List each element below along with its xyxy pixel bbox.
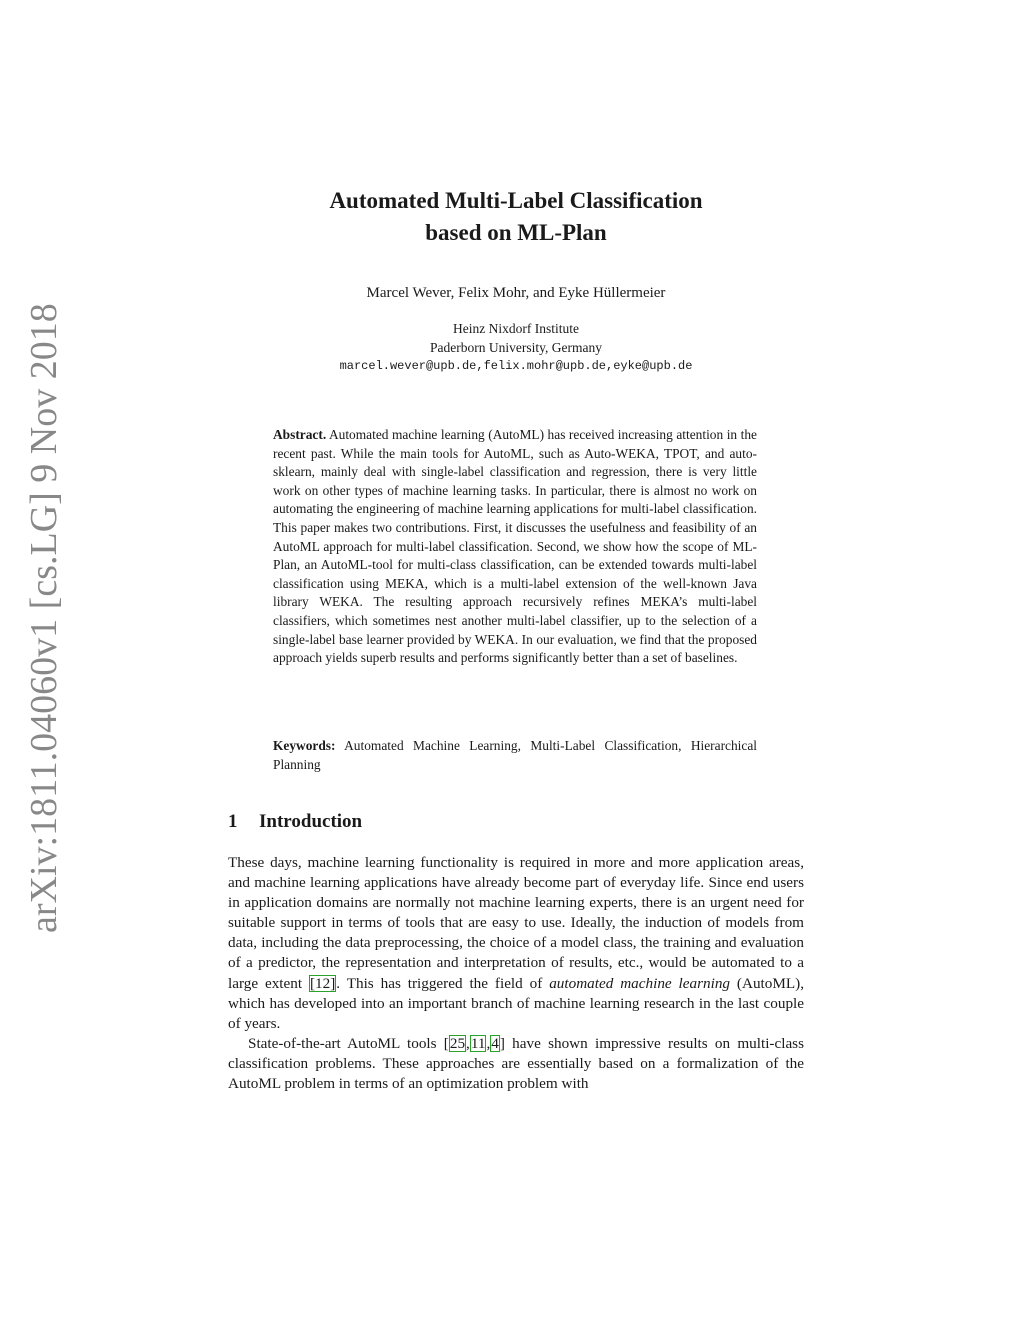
university: Paderborn University, Germany [430, 340, 602, 355]
section-heading-introduction [228, 809, 362, 835]
introduction-body [228, 853, 804, 1094]
paragraph-text: State-of-the-art AutoML tools [ [248, 1034, 449, 1052]
citation-link[interactable]: 4 [491, 1034, 499, 1052]
citation-link[interactable]: [12] [309, 974, 336, 992]
paper-title [228, 185, 804, 249]
citation-link[interactable]: 11 [470, 1034, 486, 1052]
keywords [273, 737, 757, 774]
paragraph [228, 853, 804, 1034]
institute: Heinz Nixdorf Institute [453, 321, 579, 336]
paragraph-text: ] have shown impressive results on multi-class classification problems. These approaches are essentially based on a formalization of the AutoML problem in terms of an optimization problem with [228, 1034, 804, 1093]
keywords-text: Automated Machine Learning, Multi-Label Classification, Hierarchical Planning [273, 738, 757, 772]
paragraph-text: . This has triggered the field of [336, 974, 550, 992]
abstract [273, 426, 757, 668]
arxiv-identifier: arXiv:1811.04060v1 [cs.LG] 9 Nov 2018 [23, 303, 65, 933]
paragraph: State-of-the-art AutoML tools [25,11,4] have shown impressive results on multi-class classification problems. These approaches are essentially based on a formalization of the AutoML problem in terms of an optimization problem with [228, 1034, 804, 1093]
abstract-label: Abstract. [273, 427, 327, 442]
paragraph-text: (AutoML), which has developed into an important branch of machine learning research in the last couple of years. [228, 974, 804, 1032]
section-title: Introduction [259, 811, 363, 832]
emphasis-term: automated machine learning [549, 974, 731, 992]
authors: Marcel Wever, Felix Mohr, and Eyke Hüllermeier [366, 285, 666, 301]
citation-number: 12 [315, 974, 331, 992]
citation-link[interactable]: 25 [449, 1034, 466, 1052]
paragraph-text: These days, machine learning functionality is required in more and more application areas, and machine learning applications have already become part of everyday life. Since end users in application domains are normally not machine learning experts, there is an urgent need for suitable support in terms of tools that are easy to use. Ideally, the induction of models from data, including the data preprocessing, the choice of a model class, the training and evaluation of a predictor, the representation and interpretation of results, etc., would be automated to a large extent [228, 854, 804, 992]
title-line-1: Automated Multi-Label Classification [329, 188, 703, 213]
author-emails[interactable]: marcel.wever@upb.de,felix.mohr@upb.de,eyke@upb.de [339, 359, 693, 373]
title-line-2: based on ML-Plan [425, 220, 607, 245]
keywords-label: Keywords: [273, 738, 336, 753]
section-number: 1 [228, 811, 238, 832]
abstract-text: Automated machine learning (AutoML) has received increasing attention in the recent past. While the main tools for AutoML, such as Auto-WEKA, TPOT, and auto-sklearn, mainly deal with single-label classification and regression, there is very little work on other types of machine learning tasks. In particular, there is almost no work on automating the engineering of machine learning applications for multi-label classification. This paper makes two contributions. First, it discusses the usefulness and feasibility of an AutoML approach for multi-label classification. Second, we show how the scope of ML-Plan, an AutoML-tool for multi-class classification, can be extended towards multi-label classification using MEKA, which is a multi-label extension of the well-known Java library WEKA. The resulting approach recursively refines MEKA’s multi-label classifiers, which sometimes nest another multi-label classifier, up to the selection of a single-label base learner provided by WEKA. In our evaluation, we find that the proposed approach yields superb results and performs significantly better than a set of baselines. [273, 427, 757, 666]
affiliation [228, 319, 804, 357]
